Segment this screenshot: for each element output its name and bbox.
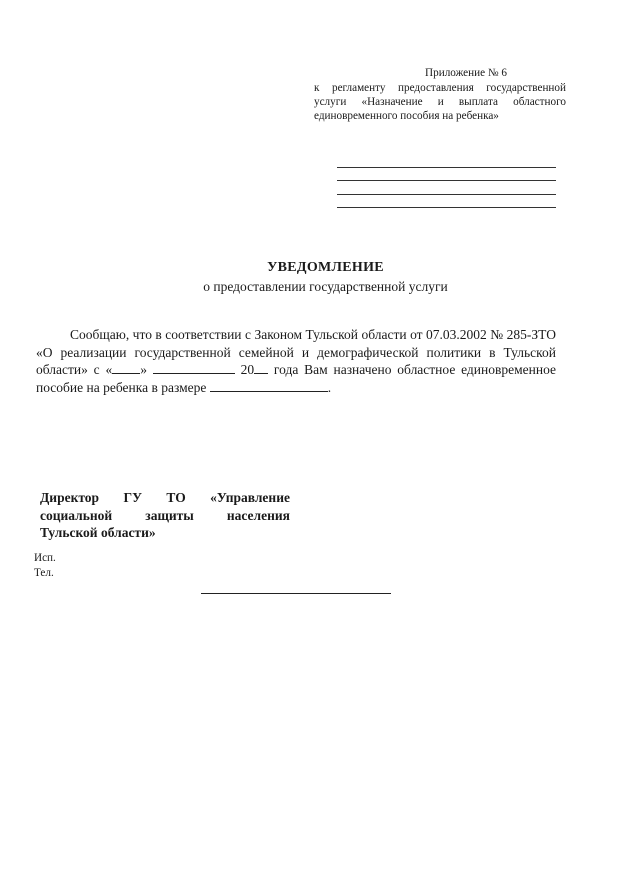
appendix-block bbox=[314, 66, 566, 123]
paragraph-text-middle: года Вам назначено областное единовременное пособие на ребенка в размере bbox=[36, 362, 557, 395]
recipient-line bbox=[337, 195, 556, 209]
director-word: Директор bbox=[40, 490, 100, 505]
director-line-2 bbox=[40, 507, 290, 525]
director-word: «Управление bbox=[210, 490, 290, 505]
director-line-1 bbox=[40, 489, 290, 507]
day-blank bbox=[112, 361, 140, 374]
paragraph-quote-close: » bbox=[140, 362, 147, 377]
notification-paragraph bbox=[36, 326, 556, 396]
year-blank bbox=[254, 361, 268, 374]
document-title: УВЕДОМЛЕНИЕ bbox=[267, 260, 384, 275]
executor-info bbox=[34, 551, 56, 580]
director-word: населения bbox=[226, 507, 290, 523]
year-prefix: 20 bbox=[240, 362, 255, 377]
director-line-3: Тульской области» bbox=[40, 525, 156, 540]
director-word: социальной bbox=[40, 507, 113, 523]
director-word: защиты bbox=[145, 507, 194, 523]
recipient-line bbox=[337, 181, 556, 195]
appendix-title: Приложение № 6 bbox=[425, 67, 507, 79]
signature-line bbox=[201, 592, 391, 594]
recipient-line bbox=[337, 168, 556, 182]
executor-label: Исп. bbox=[34, 552, 56, 564]
director-signature-block bbox=[40, 489, 290, 542]
recipient-line bbox=[337, 154, 556, 168]
amount-blank bbox=[210, 379, 328, 392]
director-word: ТО bbox=[166, 490, 186, 505]
document-subtitle: о предоставлении государственной услуги bbox=[203, 279, 448, 294]
recipient-address-lines bbox=[337, 154, 556, 208]
phone-label: Тел. bbox=[34, 566, 54, 579]
paragraph-text-start: Сообщаю, что в соответствии с Законом Тульской области от 07.03.2002 № 285-ЗТО «О реализации государственной семейной и демографической политики в Тульской области» с « bbox=[36, 327, 556, 377]
appendix-description: к регламенту предоставления государственной услуги «Назначение и выплата областного единовременного пособия на ребенка» bbox=[314, 82, 566, 122]
director-word: ГУ bbox=[123, 490, 142, 505]
paragraph-period: . bbox=[327, 379, 332, 395]
month-blank bbox=[153, 361, 235, 374]
